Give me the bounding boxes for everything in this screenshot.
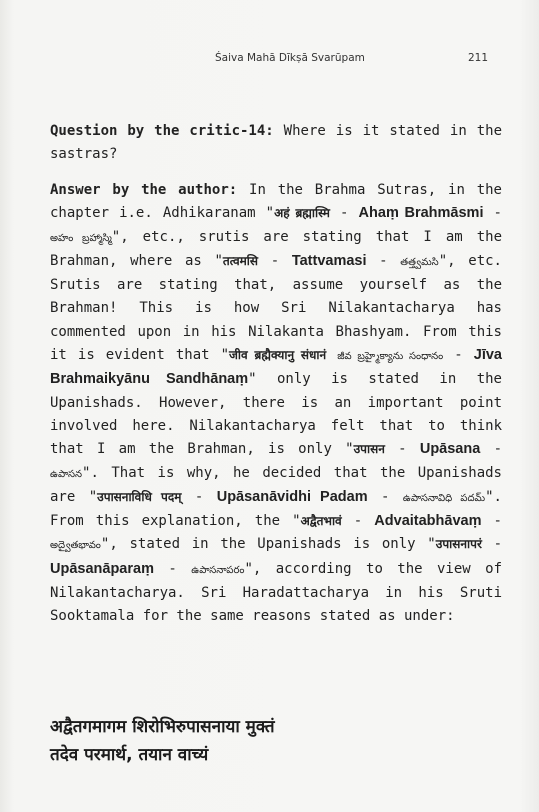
transliteration-7: Upāsanāparaṃ: [50, 560, 154, 577]
sanskrit-verse-line-1: अद्वैतगमागम शिरोभिरुपासनाया मुक्तं: [50, 717, 275, 737]
devanagari-term-3: जीव ब्रह्मैक्यानु संधानं: [229, 348, 327, 363]
devanagari-term-2: तत्वमसि: [222, 253, 259, 268]
answer-text-5: ". That is why, he decided that the Upanishads are ": [50, 464, 502, 505]
answer-text-6: ". From this explanation, the ": [50, 488, 502, 530]
answer-text-2: ", etc., srutis are stating that I am the Brahman, where as ": [50, 228, 502, 269]
answer-text-1: In the Brahma Sutras, in the chapter i.e. Adhikaranam ": [50, 182, 502, 222]
devanagari-term-1: अहं ब्रह्मास्मि: [274, 206, 330, 221]
telugu-term-3: జీవ బ్రహ్మైక్యాను సంధానం: [337, 351, 444, 363]
answer-paragraph: Answer by the author: In the Brahma Sutras, in the chapter i.e. Adhikaranam "अहं ब्रह्मास्मि - Ahaṃ Brahmāsmi - అహం బ్రహ్మాస్మి", etc., srutis are stating that I am the Brahman, where as "तत्वमसि - Tattvamasi - తత్త్వమసి", etc. Srutis are stating that, assume yourself as the Brahman! This is how Sri Nilakantacharya has commented upon in his Nilakanta Bhashyam. From this it is evident that "जीव ब्रह्मैक्यानु संधानं జీవ బ్రహ్మైక్యాను సంధానం - Jīva Brahmaikyānu Sandhānaṃ" only is stated in the Upanishads. However, there is an important point involved here. Nilakantacharya felt that to think that I am the Brahman, is only "उपासन - Upāsana - ఉపాసన". That is why, he decided that the Upanishads are "उपासनाविधि पदम् - Upāsanāvidhi Padam - ఉపాసనావిధి పదమ్". From this explanation, the "अद्वैतभावं - Advaitabhāvaṃ - అద్వైతభావం", stated in the Upanishads is only "उपासनापरं - Upāsanāparaṃ - ఉపాసనాపరం", according to the view of Nilakantacharya. Sri Haradattacharya in his Sruti Sooktamala for the same reasons stated as under:: [50, 182, 502, 625]
devanagari-term-5: उपासनाविधि पदम्: [97, 489, 182, 504]
page-number: 211: [468, 52, 489, 64]
question-paragraph: [50, 120, 502, 167]
transliteration-4: Upāsana: [419, 441, 481, 458]
devanagari-term-4: उपासन: [353, 442, 385, 457]
transliteration-2: Tattvamasi: [291, 252, 367, 269]
transliteration-3: Jīva Brahmaikyānu Sandhānaṃ: [50, 347, 502, 388]
devanagari-term-7: उपासनापरं: [435, 537, 482, 552]
telugu-term-2: తత్త్వమసి: [400, 256, 439, 268]
transliteration-5: Upāsanāvidhi Padam: [216, 488, 368, 505]
answer-text-7: ", stated in the Upanishads is only ": [100, 536, 436, 553]
sanskrit-verse-line-2: तदेव परमार्थ, तयान वाच्यं: [50, 745, 209, 765]
answer-text-8: ", according to the view of Nilakantacharya. Sri Haradattacharya in his Sruti Sooktamala for the same reasons stated as under:: [50, 560, 502, 625]
telugu-term-6: అద్వైతభావం: [50, 540, 101, 552]
question-label: Question by the critic-14:: [50, 123, 274, 139]
answer-text-3: ", etc. Srutis are stating that, assume yourself as the Brahman! This is how Sri Nilakantacharya has commented upon in his Nilakanta Bhashyam. From this it is evident that ": [50, 252, 502, 364]
telugu-term-5: ఉపాసనావిధి పదమ్: [402, 492, 486, 504]
telugu-term-4: ఉపాసన: [50, 468, 83, 480]
transliteration-6: Advaitabhāvaṃ: [374, 513, 482, 530]
answer-text-4: " only is stated in the Upanishads. However, there is an important point involved here. Nilakantacharya felt that to think that I am the Brahman, is only ": [50, 371, 502, 458]
question-text: Where is it stated in the sastras?: [50, 123, 502, 163]
devanagari-term-6: अद्वैतभावं: [300, 514, 342, 529]
telugu-term-7: ఉపాసనాపరం: [191, 564, 245, 576]
running-header: Śaiva Mahā Dīkṣā Svarūpam: [215, 52, 365, 64]
answer-label: Answer by the author:: [50, 182, 238, 198]
transliteration-1: Ahaṃ Brahmāsmi: [358, 205, 484, 222]
telugu-term-1: అహం బ్రహ్మాస్మి: [50, 232, 112, 244]
